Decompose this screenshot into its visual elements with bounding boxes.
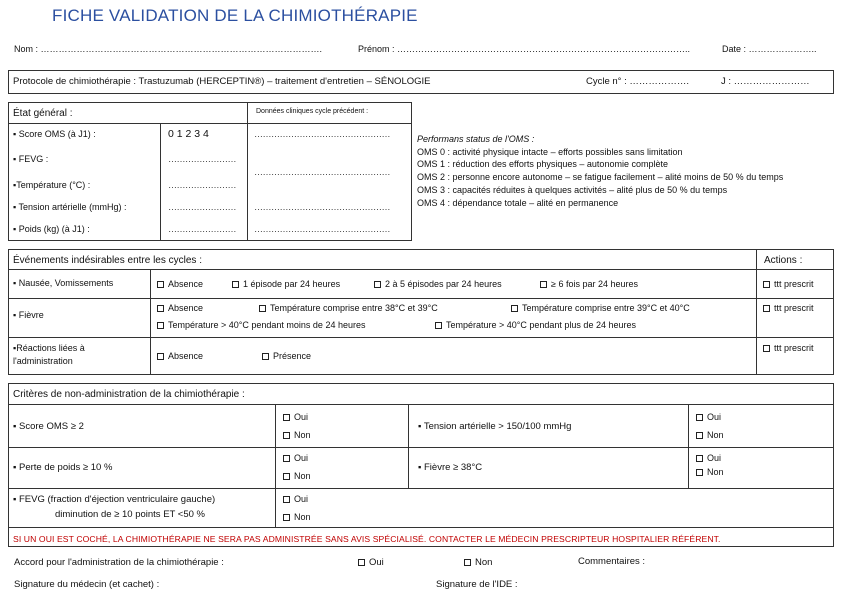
checkbox[interactable] xyxy=(763,281,770,288)
criteria-weight: ▪ Perte de poids ≥ 10 % xyxy=(13,462,113,473)
perf-line: OMS 3 : capacités réduites à quelques activités – alité plus de 50 % du temps xyxy=(417,185,728,195)
checkbox[interactable] xyxy=(283,514,290,521)
criteria-oms-no[interactable]: Non xyxy=(283,430,311,440)
divider xyxy=(160,123,161,241)
fever-option-39-40[interactable]: Température comprise entre 39°C et 40°C xyxy=(511,303,690,313)
criteria-fevg: ▪ FEVG (fraction d'éjection ventriculaire gauche) xyxy=(13,494,216,505)
fevg-prev[interactable]: ………………………………………… xyxy=(254,167,390,177)
poids-prev[interactable]: ………………………………………… xyxy=(254,224,390,234)
checkbox[interactable] xyxy=(259,305,266,312)
perf-line: OMS 2 : personne encore autonome – se fatigue facilement – alité moins de 50 % du temps xyxy=(417,172,784,182)
divider xyxy=(8,488,834,489)
checkbox[interactable] xyxy=(283,473,290,480)
reaction-action[interactable]: ttt prescrit xyxy=(763,343,814,353)
nom-field[interactable]: Nom : …………………………………………………………………………………. xyxy=(14,44,323,54)
nausea-option-2[interactable]: 2 à 5 épisodes par 24 heures xyxy=(374,279,502,289)
general-state-title: État général : xyxy=(13,108,73,119)
divider xyxy=(275,404,276,527)
criteria-title: Critères de non-administration de la chimiothérapie : xyxy=(13,389,245,400)
divider xyxy=(8,123,412,124)
fever-option-38-39[interactable]: Température comprise entre 38°C et 39°C xyxy=(259,303,438,313)
accord-oui[interactable]: Oui xyxy=(358,557,384,568)
reaction-option-absence[interactable]: Absence xyxy=(157,351,203,361)
signature-nurse: Signature de l'IDE : xyxy=(436,579,518,590)
criteria-fever: ▪ Fièvre ≥ 38°C xyxy=(418,462,483,473)
divider xyxy=(150,269,151,375)
oms-label: ▪ Score OMS (à J1) : xyxy=(13,129,96,139)
fever-option-absence[interactable]: Absence xyxy=(157,303,203,313)
accord-non[interactable]: Non xyxy=(464,557,492,568)
checkbox[interactable] xyxy=(283,455,290,462)
perf-line: OMS 0 : activité physique intacte – efforts possibles sans limitation xyxy=(417,147,683,157)
checkbox[interactable] xyxy=(157,305,164,312)
fever-option-40-more-24h[interactable]: Température > 40°C pendant plus de 24 heures xyxy=(435,320,636,330)
divider xyxy=(688,404,689,488)
actions-title: Actions : xyxy=(764,255,803,266)
cycle-field[interactable]: Cycle n° : ………………. xyxy=(586,76,690,87)
criteria-weight-no[interactable]: Non xyxy=(283,471,311,481)
fevg-label: ▪ FEVG : xyxy=(13,154,49,164)
fever-option-40-less-24h[interactable]: Température > 40°C pendant moins de 24 heures xyxy=(157,320,365,330)
checkbox[interactable] xyxy=(435,322,442,329)
previous-cycle-title: Données cliniques cycle précédent : xyxy=(256,108,369,115)
temperature-label: ▪Température (°C) : xyxy=(13,180,91,190)
checkbox[interactable] xyxy=(157,353,164,360)
reaction-label-line1: ▪Réactions liées à xyxy=(13,343,85,353)
page-title: FICHE VALIDATION DE LA CHIMIOTHÉRAPIE xyxy=(52,6,418,25)
date-field[interactable]: Date : ………………….. xyxy=(722,44,817,54)
criteria-fevg-yes[interactable]: Oui xyxy=(283,494,308,504)
tension-value[interactable]: …………………… xyxy=(168,202,236,212)
tension-prev[interactable]: ………………………………………… xyxy=(254,202,390,212)
checkbox[interactable] xyxy=(262,353,269,360)
signature-doctor: Signature du médecin (et cachet) : xyxy=(14,579,160,590)
nausea-action[interactable]: ttt prescrit xyxy=(763,279,814,289)
perf-line: OMS 4 : dépendance totale – alité en permanence xyxy=(417,198,619,208)
oms-values[interactable]: 0 1 2 3 4 xyxy=(168,128,209,140)
divider xyxy=(247,102,248,123)
divider xyxy=(247,123,248,241)
checkbox[interactable] xyxy=(696,455,703,462)
checkbox[interactable] xyxy=(283,496,290,503)
criteria-weight-yes[interactable]: Oui xyxy=(283,453,308,463)
checkbox[interactable] xyxy=(540,281,547,288)
perf-line: OMS 1 : réduction des efforts physiques – autonomie complète xyxy=(417,159,668,169)
criteria-tension: ▪ Tension artérielle > 150/100 mmHg xyxy=(418,421,572,432)
oms-prev[interactable]: ………………………………………… xyxy=(254,129,390,139)
criteria-oms-yes[interactable]: Oui xyxy=(283,412,308,422)
prenom-field[interactable]: Prénom : …………………………………………………………………………………….. xyxy=(358,44,691,54)
nausea-option-1[interactable]: 1 épisode par 24 heures xyxy=(232,279,340,289)
fever-label: ▪ Fièvre xyxy=(13,310,44,320)
checkbox[interactable] xyxy=(696,414,703,421)
fevg-value[interactable]: …………………… xyxy=(168,154,236,164)
criteria-fever-no[interactable]: Non xyxy=(696,467,724,477)
warning-text: SI UN OUI EST COCHÉ, LA CHIMIOTHÉRAPIE NE SERA PAS ADMINISTRÉE SANS AVIS SPÉCIALISÉ. CONTACTER LE MÉDECIN PRESCRIPTEUR HOSPITALIER RÉFÉRENT. xyxy=(13,534,721,544)
criteria-tension-yes[interactable]: Oui xyxy=(696,412,721,422)
perf-title: Performans status de l'OMS : xyxy=(417,134,535,144)
checkbox[interactable] xyxy=(763,305,770,312)
divider xyxy=(8,404,834,405)
checkbox[interactable] xyxy=(283,432,290,439)
checkbox[interactable] xyxy=(696,469,703,476)
criteria-fever-yes[interactable]: Oui xyxy=(696,453,721,463)
nausea-option-3[interactable]: ≥ 6 fois par 24 heures xyxy=(540,279,638,289)
divider xyxy=(408,404,409,488)
tension-label: ▪ Tension artérielle (mmHg) : xyxy=(13,202,127,212)
checkbox[interactable] xyxy=(283,414,290,421)
poids-value[interactable]: …………………… xyxy=(168,224,236,234)
nausea-label: ▪ Nausée, Vomissements xyxy=(13,278,114,288)
divider xyxy=(756,249,757,375)
comments-label: Commentaires : xyxy=(578,556,646,567)
checkbox[interactable] xyxy=(358,559,365,566)
accord-label: Accord pour l'administration de la chimiothérapie : xyxy=(14,557,224,568)
day-field[interactable]: J : …………………… xyxy=(721,76,810,87)
reaction-option-presence[interactable]: Présence xyxy=(262,351,311,361)
criteria-fevg-no[interactable]: Non xyxy=(283,512,311,522)
checkbox[interactable] xyxy=(157,322,164,329)
checkbox[interactable] xyxy=(464,559,471,566)
checkbox[interactable] xyxy=(157,281,164,288)
checkbox[interactable] xyxy=(696,432,703,439)
checkbox[interactable] xyxy=(511,305,518,312)
divider xyxy=(8,337,834,338)
divider xyxy=(8,298,834,299)
checkbox[interactable] xyxy=(374,281,381,288)
reaction-label-line2: l'administration xyxy=(13,356,73,366)
divider xyxy=(8,269,834,270)
nausea-option-absence[interactable]: Absence xyxy=(157,279,203,289)
fever-action[interactable]: ttt prescrit xyxy=(763,303,814,313)
temperature-value[interactable]: …………………… xyxy=(168,180,236,190)
poids-label: ▪ Poids (kg) (à J1) : xyxy=(13,224,90,234)
criteria-oms: ▪ Score OMS ≥ 2 xyxy=(13,421,84,432)
criteria-fevg-detail: diminution de ≥ 10 points ET <50 % xyxy=(55,509,206,520)
criteria-tension-no[interactable]: Non xyxy=(696,430,724,440)
protocol-label: Protocole de chimiothérapie : Trastuzumab (HERCEPTIN®) – traitement d'entretien – SÉNOLOGIE xyxy=(13,76,431,87)
adverse-events-title: Événements indésirables entre les cycles : xyxy=(13,255,202,266)
divider xyxy=(8,527,834,528)
checkbox[interactable] xyxy=(763,345,770,352)
checkbox[interactable] xyxy=(232,281,239,288)
divider xyxy=(8,447,834,448)
